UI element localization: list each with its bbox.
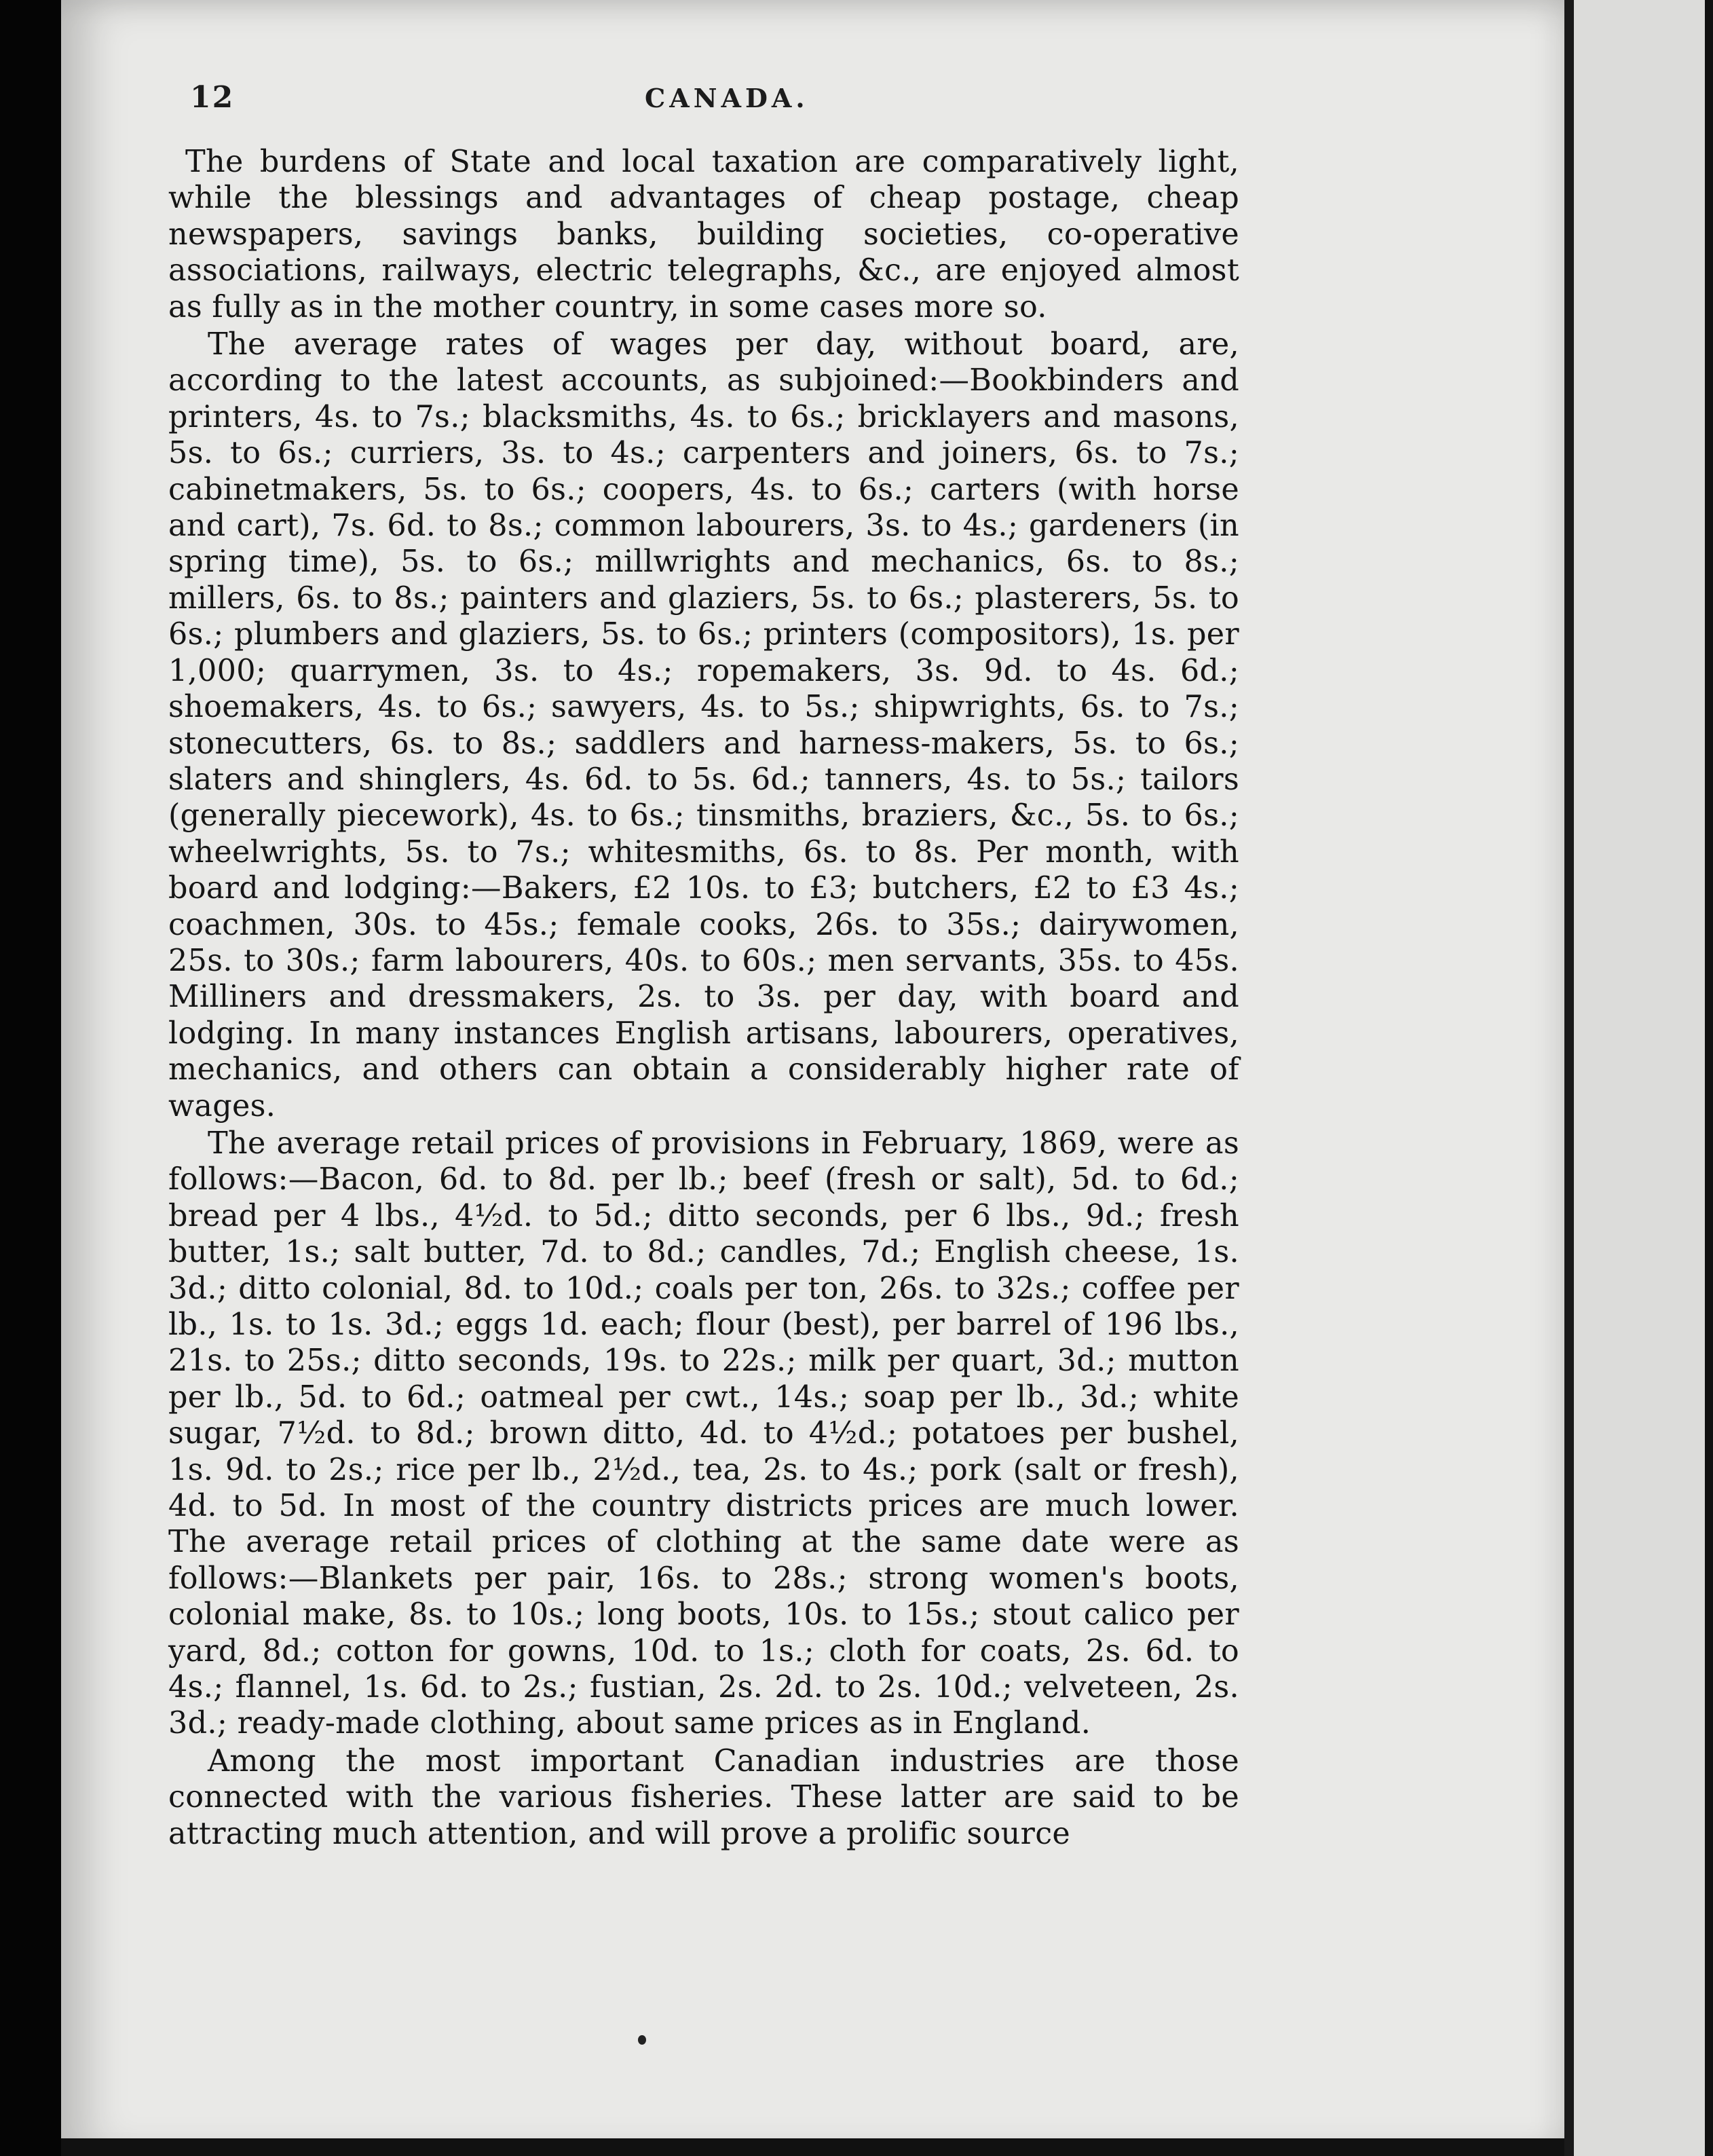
scan-bottom-margin	[61, 2138, 1564, 2156]
body-text	[168, 144, 1239, 1852]
running-title: CANADA.	[645, 83, 809, 113]
paragraph-industries: Among the most important Canadian industries are those connected with the various fisheries. These latter are said to be attracting much attention, and will prove a prolific source	[168, 1743, 1239, 1851]
paragraph-prices: The average retail prices of provisions in February, 1869, were as follows:—Bacon, 6d. to 8d. per lb.; beef (fresh or salt), 5d. to 6d.; bread per 4 lbs., 4½d. to 5d.; ditto seconds, per 6 lbs., 9d.; fresh butter, 1s.; salt butter, 7d. to 8d.; candles, 7d.; English cheese, 1s. 3d.; ditto colonial, 8d. to 10d.; coals per ton, 26s. to 32s.; coffee per lb., 1s. to 1s. 3d.; eggs 1d. each; flour (best), per barrel of 196 lbs., 21s. to 25s.; ditto seconds, 19s. to 22s.; milk per quart, 3d.; mutton per lb., 5d. to 6d.; oatmeal per cwt., 14s.; soap per lb., 3d.; white sugar, 7½d. to 8d.; brown ditto, 4d. to 4½d.; potatoes per bushel, 1s. 9d. to 2s.; rice per lb., 2½d., tea, 2s. to 4s.; pork (salt or fresh), 4d. to 5d. In most of the country districts prices are much lower. The average retail prices of clothing at the same date were as follows:—Blankets per pair, 16s. to 28s.; strong women's boots, colonial make, 8s. to 10s.; long boots, 10s. to 15s.; stout calico per yard, 8d.; cotton for gowns, 10d. to 1s.; cloth for coats, 2s. 6d. to 4s.; flannel, 1s. 6d. to 2s.; fustian, 2s. 2d. to 2s. 10d.; velveteen, 2s. 3d.; ready-made clothing, about same prices as in England.	[168, 1126, 1239, 1741]
paragraph-taxation: The burdens of State and local taxation are comparatively light, while the blessings and advantages of cheap postage, cheap newspapers, savings banks, building societies, co-operative associations, railways, electric telegraphs, &c., are enjoyed almost as fully as in the mother country, in some cases more so.	[168, 145, 1239, 324]
facing-page-edge	[1574, 0, 1713, 2156]
scan-right-margin	[1705, 0, 1713, 2156]
page-number: 12	[190, 80, 235, 115]
page-header	[183, 80, 1228, 121]
ink-speck	[638, 2035, 646, 2045]
page-gutter-line	[1564, 0, 1574, 2156]
paragraph-wages: The average rates of wages per day, without board, are, according to the latest accounts, as subjoined:—Bookbinders and printers, 4s. to 7s.; blacksmiths, 4s. to 6s.; bricklayers and masons, 5s. to 6s.; curriers, 3s. to 4s.; carpenters and joiners, 6s. to 7s.; cabinetmakers, 5s. to 6s.; coopers, 4s. to 6s.; carters (with horse and cart), 7s. 6d. to 8s.; common labourers, 3s. to 4s.; gardeners (in spring time), 5s. to 6s.; millwrights and mechanics, 6s. to 8s.; millers, 6s. to 8s.; painters and glaziers, 5s. to 6s.; plasterers, 5s. to 6s.; plumbers and glaziers, 5s. to 6s.; printers (compositors), 1s. per 1,000; quarrymen, 3s. to 4s.; ropemakers, 3s. 9d. to 4s. 6d.; shoemakers, 4s. to 6s.; sawyers, 4s. to 5s.; shipwrights, 6s. to 7s.; stonecutters, 6s. to 8s.; saddlers and harness-makers, 5s. to 6s.; slaters and shinglers, 4s. 6d. to 5s. 6d.; tanners, 4s. to 5s.; tailors (generally piecework), 4s. to 6s.; tinsmiths, braziers, &c., 5s. to 6s.; wheelwrights, 5s. to 7s.; whitesmiths, 6s. to 8s. Per month, with board and lodging:—Bakers, £2 10s. to £3; butchers, £2 to £3 4s.; coachmen, 30s. to 45s.; female cooks, 26s. to 35s.; dairywomen, 25s. to 30s.; farm labourers, 40s. to 60s.; men servants, 35s. to 45s. Milliners and dressmakers, 2s. to 3s. per day, with board and lodging. In many instances English artisans, labourers, operatives, mechanics, and others can obtain a considerably higher rate of wages.	[168, 327, 1239, 1123]
scan-left-margin	[0, 0, 61, 2156]
